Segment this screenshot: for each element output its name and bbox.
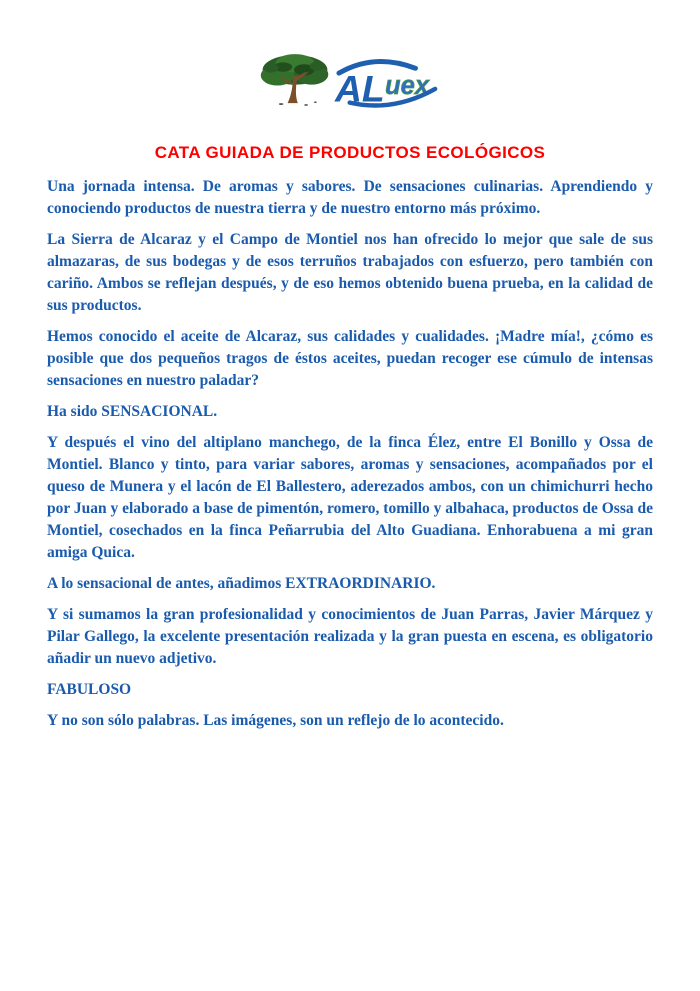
aluex-logo (0, 50, 700, 110)
tree-icon (258, 50, 332, 110)
aluex-wordmark (334, 56, 442, 110)
document-body (47, 176, 653, 741)
paragraph-intro: Una jornada intensa. De aromas y sabores. De sensaciones culinarias. Aprendiendo y conociendo productos de nuestra tierra y de nuestro entorno más próximo. (47, 178, 653, 217)
paragraph-extraordinario: A lo sensacional de antes, añadimos EXTRAORDINARIO. (47, 575, 436, 592)
paragraph-sensacional: Ha sido SENSACIONAL. (47, 403, 218, 420)
paragraph-cierre: Y no son sólo palabras. Las imágenes, son un reflejo de lo acontecido. (47, 712, 504, 729)
paragraph-sierra: La Sierra de Alcaraz y el Campo de Montiel nos han ofrecido lo mejor que sale de sus almazaras, de sus bodegas y de esos terruños trabajados con esfuerzo, pero también con cariño. Ambos se reflejan después, y de eso hemos obtenido buena prueba, en la calidad de sus productos. (47, 231, 653, 314)
page-title: CATA GUIADA DE PRODUCTOS ECOLÓGICOS (154, 143, 546, 162)
paragraph-vino: Y después el vino del altiplano manchego, de la finca Élez, entre El Bonillo y Ossa de Montiel. Blanco y tinto, para variar sabores, aromas y sensaciones, acompañados por el queso de Munera y el lacón de El Ballestero, aderezados ambos, con un chimichurri hecho por Juan y elaborado a base de pimentón, romero, tomillo y albahaca, productos de Ossa de Montiel, cosechados en la finca Peñarrubia del Alto Guadiana. Enhorabuena a mi gran amiga Quica. (47, 434, 653, 561)
paragraph-fabuloso: FABULOSO (47, 681, 132, 698)
paragraph-equipo: Y si sumamos la gran profesionalidad y conocimientos de Juan Parras, Javier Márquez y Pilar Gallego, la excelente presentación realizada y la gran puesta en escena, es obligatorio añadir un nuevo adjetivo. (47, 606, 653, 667)
paragraph-aceite: Hemos conocido el aceite de Alcaraz, sus calidades y cualidades. ¡Madre mía!, ¿cómo es posible que dos pequeños tragos de éstos aceites, puedan recoger ese cúmulo de intensas sensaciones en nuestro paladar? (47, 328, 653, 389)
logo-text-uex: uex (385, 71, 430, 100)
logo-text-al: AL (334, 67, 385, 110)
